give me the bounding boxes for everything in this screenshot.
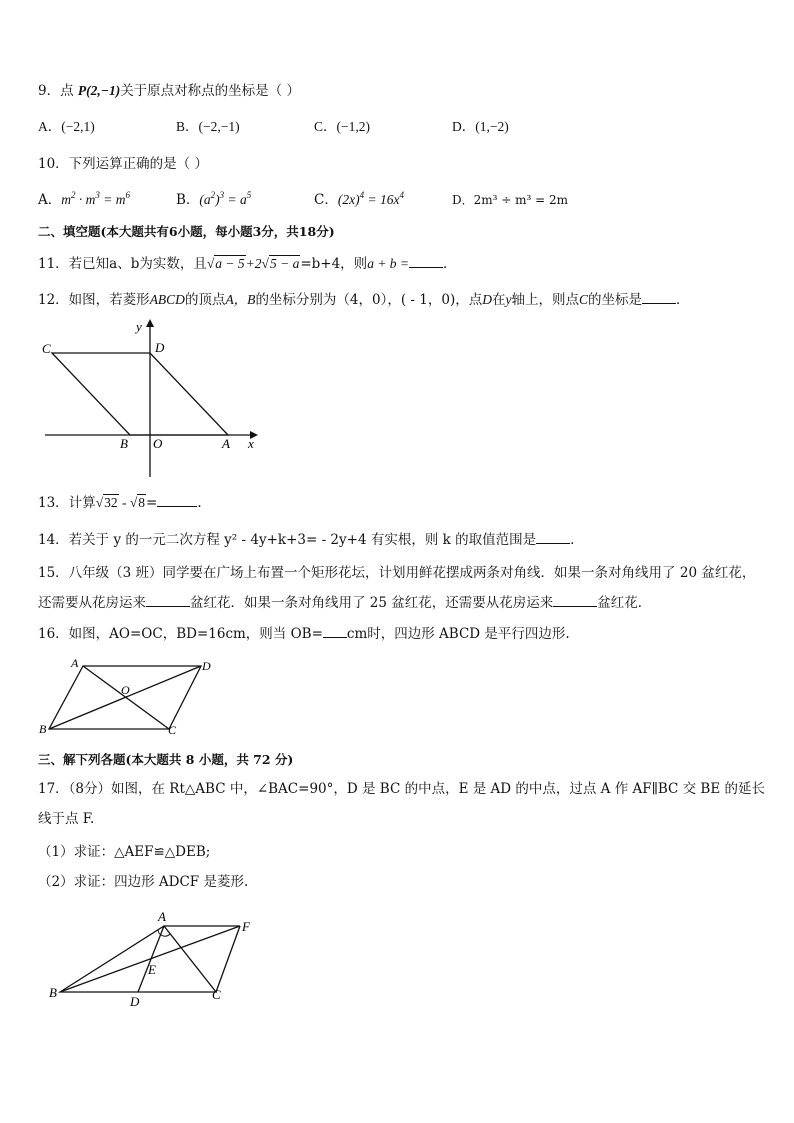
q17-label-e: E <box>148 962 156 977</box>
q10-option-d: D．2m³ ÷ m³ = 2m <box>452 193 569 207</box>
q12-abcd: ABCD <box>149 292 185 307</box>
q11-text-1: 11．若已知a、b为实数，且 <box>38 256 207 272</box>
q14-stem <box>38 531 584 549</box>
q12-text-1: 12．如图，若菱形 <box>38 292 150 308</box>
q11-text-3: ． <box>443 256 457 272</box>
section-3-title: 三、解下列各题(本大题共 8 小题，共 72 分) <box>38 752 294 767</box>
q16-label-d: D <box>202 659 211 673</box>
q12-label-x: x <box>248 436 254 451</box>
q12-text-4: 在 <box>491 292 506 308</box>
q10-option-c: C．$(2x)^4 = 16x^4$ <box>314 190 404 208</box>
q10-stem: 10．下列运算正确的是（ ） <box>38 156 208 172</box>
q16-answer-blank[interactable] <box>323 625 347 638</box>
q12-end: ． <box>676 292 690 308</box>
q12-label-d: D <box>155 340 165 355</box>
q16-label-a: A <box>71 656 79 670</box>
q15-blank-1[interactable] <box>146 594 190 607</box>
q15-line-2 <box>38 594 651 612</box>
q15-text-a: 还需要从花房运来 <box>38 595 146 611</box>
q11-text-2: =b+4，则 <box>300 256 368 272</box>
q10-option-a: A．$m^2 \cdot m^3 = m^6$ <box>38 190 130 208</box>
q10-option-c-label: C． <box>314 192 338 208</box>
q10-option-b: B．$(a^2)^3 = a^5$ <box>176 190 252 208</box>
q11-answer-blank[interactable] <box>409 255 443 268</box>
q12-d: D <box>482 292 492 307</box>
q14-text: 14．若关于 y 的一元二次方程 y² - 4y+k+3= - 2y+4 有实根，则 k 的取值范围是 <box>38 532 537 548</box>
q9-suffix: 关于原点对称点的坐标是（ ） <box>120 83 300 99</box>
q12-answer-blank[interactable] <box>642 291 676 304</box>
q16-label-b: B <box>39 722 47 736</box>
q9-stem <box>38 82 300 100</box>
q17-sub-1: （1）求证：△AEF≌△DEB; <box>38 844 211 860</box>
q12-c: C <box>578 292 588 307</box>
q9-option-c: C．(−1,2) <box>314 119 370 134</box>
q11-radical-expression: √a − 5+2√5 − a <box>206 256 300 271</box>
q12-label-c: C <box>42 341 51 356</box>
q9-option-b: B．(−2,−1) <box>176 119 240 134</box>
q12-figure-rhombus <box>30 315 270 485</box>
q9-number: 9． <box>38 83 61 99</box>
q12-text-2: 的顶点 <box>184 292 226 308</box>
q12-label-a: A <box>222 436 230 451</box>
q13-equals: = <box>146 495 158 511</box>
q15-line-1: 15．八年级（3 班）同学要在广场上布置一个矩形花坛，计划用鲜花摆成两条对角线．如果一条对角线用了 20 盆红花， <box>38 565 756 581</box>
q12-text-6: 的坐标是 <box>588 292 642 308</box>
q15-text-b: 盆红花．如果一条对角线用了 25 盆红花，还需要从花房运来 <box>190 595 554 611</box>
q16-label-c: C <box>168 723 177 737</box>
q12-stem <box>38 291 690 309</box>
q9-prefix: 点 <box>60 83 74 99</box>
q14-end: ． <box>570 532 584 548</box>
q17-figure-triangle <box>46 906 266 1012</box>
q17-label-d: D <box>130 994 140 1009</box>
q15-blank-2[interactable] <box>553 594 597 607</box>
q12-text-3: 的坐标分别为（4，0），( - 1，0)，点 <box>255 292 483 308</box>
q17-line-2: 线于点 F. <box>38 811 95 827</box>
q17-sub-2: （2）求证：四边形 ADCF 是菱形. <box>38 874 249 890</box>
q12-y: y <box>505 292 512 307</box>
section-2-title: 二、填空题(本大题共有6小题，每小题3分，共18分) <box>38 224 335 239</box>
q17-label-f: F <box>242 919 250 934</box>
q9-option-a: A．(−2,1) <box>38 119 95 134</box>
q13-end: . <box>197 495 202 511</box>
q16-text-2: cm时，四边形 ABCD 是平行四边形. <box>346 626 570 642</box>
q13-text-1: 13．计算 <box>38 495 96 511</box>
q9-option-d: D．(1,−2) <box>452 119 509 134</box>
q17-label-b: B <box>49 985 57 1000</box>
q17-triangle-abc <box>60 926 216 992</box>
q10-option-b-label: B． <box>176 192 200 208</box>
q13-radical-expression: √32 - √8 <box>95 495 146 510</box>
q13-answer-blank[interactable] <box>157 494 197 507</box>
q17-line-1: 17．（8分）如图，在 Rt△ABC 中，∠BAC=90°，D 是 BC 的中点，E 是 AD 的中点，过点 A 作 AF∥BC 交 BE 的延长 <box>38 781 765 797</box>
q12-label-o: O <box>153 436 163 451</box>
q14-answer-blank[interactable] <box>536 531 570 544</box>
q12-rhombus-shape <box>52 353 228 435</box>
q16-label-o: O <box>121 683 130 697</box>
q11-stem: 11．若已知a、b为实数，且√a − 5+2√5 − a=b+4，则a + b = ． <box>38 256 457 272</box>
q12-label-y: y <box>136 319 142 334</box>
q16-text-1: 16．如图，AO=OC，BD=16cm，则当 OB= <box>38 626 323 642</box>
q13-stem <box>38 494 202 512</box>
q12-ab: A，B <box>225 292 256 307</box>
q12-text-5: 轴上，则点 <box>511 292 579 308</box>
q12-label-b: B <box>120 436 128 451</box>
q16-figure-parallelogram <box>36 654 226 738</box>
q10-option-a-label: A． <box>38 192 62 208</box>
q15-text-c: 盆红花． <box>597 595 652 611</box>
q17-label-a: A <box>158 909 166 924</box>
q9-point: P(2,−1) <box>77 83 121 98</box>
q17-label-c: C <box>212 987 221 1002</box>
q16-stem <box>38 625 570 643</box>
